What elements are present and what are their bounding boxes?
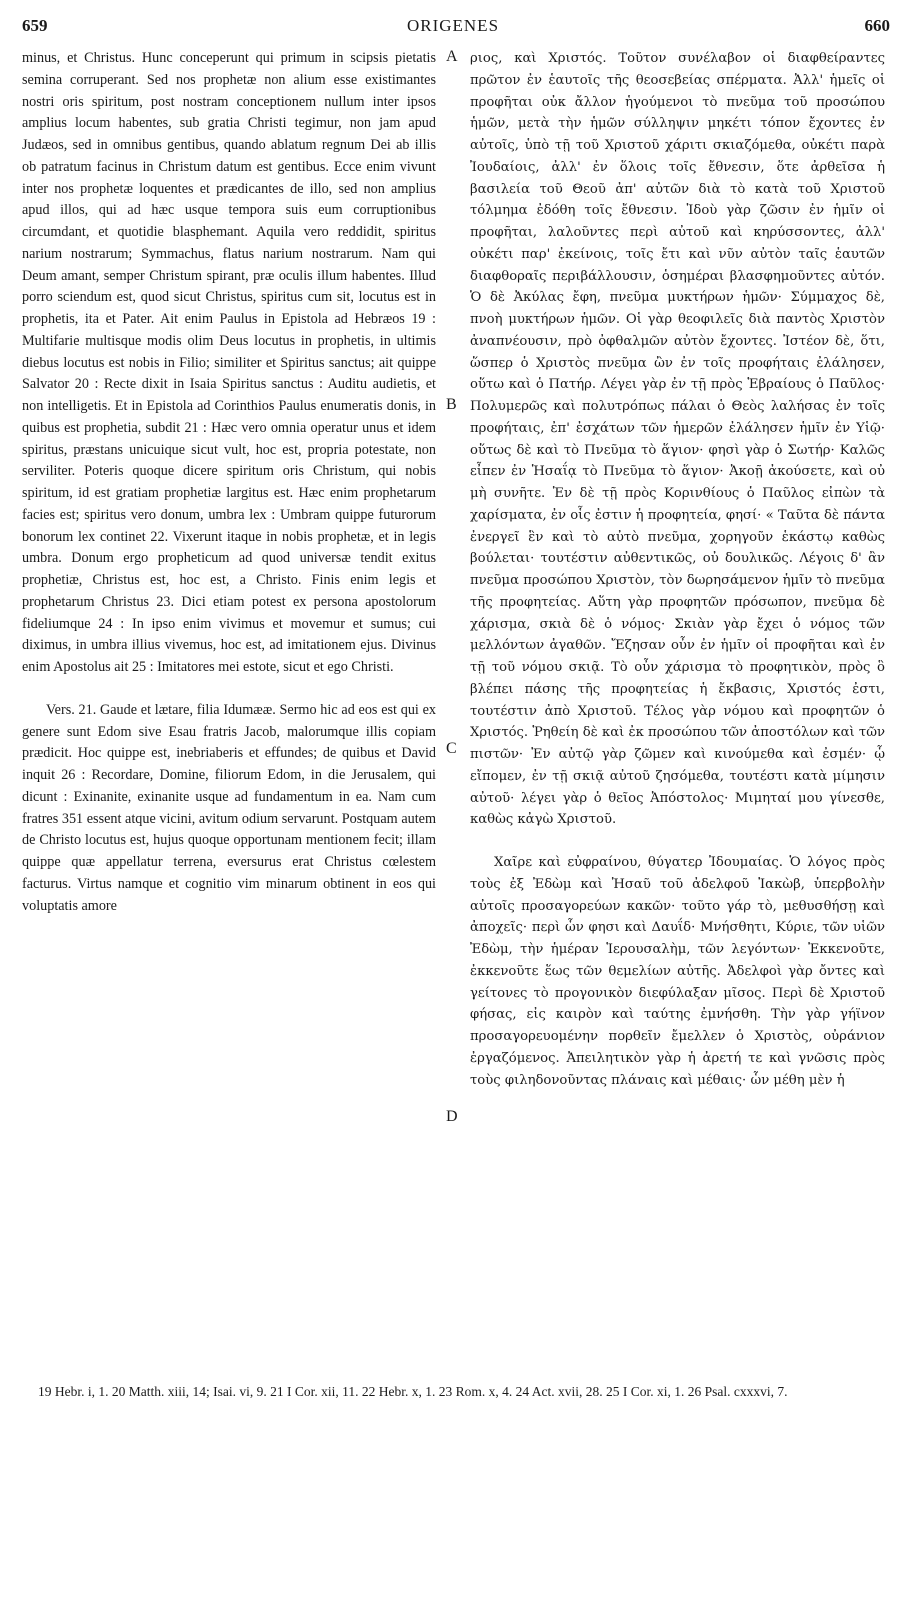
latin-paragraph-2: Vers. 21. Gaude et lætare, filia Idumææ. Sermo hic ad eos est qui ex genere sunt Edom sive Esau fratris Jacob, malorumque illis copiam prædicit. Hoc quippe est, inebriaberis et effundes; de quibus et David inquit 26 : Recordare, Domine, filiorum Edom, in die Jerusalem, qui dicunt : Exinanite, exinanite usque ad fundamentum in ea. Nam cum fratres 351 essent atque vicini, avitum odium servarunt. Postquam autem de Christo locutus est, hujus quoque opportunam mentionem fecit; illam quippe quæ appellatur terrena, eversurus erat Christus cœlestem facturus. Virtus namque et cognitio vim minarum obtinent in eos qui voluptatis amore xyxy=(22,701,436,914)
greek-paragraph-2: Χαῖρε καὶ εὐφραίνου, θύγατερ Ἰδουμαίας. Ὁ λόγος πρὸς τοὺς ἐξ Ἐδὼμ καὶ Ἠσαῦ τοῦ ἀδελφοῦ Ἰακὼβ, ὑπερβολὴν αὐτοῖς προσαγορεύων κακῶν· τοῦτο γάρ τὸ, μεθυσθήσῃ καὶ ἀποχεῖς· περὶ ὧν φησι καὶ Δαυΐδ· Μνήσθητι, Κύριε, τῶν υἱῶν Ἐδὼμ, τὴν ἡμέραν Ἱερουσαλὴμ, τῶν λεγόντων· Ἐκκενοῦτε, ἐκκενοῦτε ἕως τῶν θεμελίων αὐτῆς. Ἀδελφοὶ γὰρ ὄντες καὶ γείτονες τὸ προγονικὸν διεφύλαξαν μῖσος. Περὶ δὲ Χριστοῦ φήσας, εἰς καιρὸν καὶ ταύτης ἐμνήσθη. Τὴν γὰρ γήϊνον προσαγορευομένην πορθεῖν ἔμελλεν ὁ Χριστὸς, οὐράνιον ἐργαζόμενος. Ἀπειλητικὸν γὰρ ἡ ἀρετή τε καὶ γνῶσις πρὸς τοὺς φιληδονοῦντας πλάναις καὶ μέθαις· ὧν μέθη μὲν ἡ xyxy=(470,855,885,1088)
latin-column xyxy=(22,48,436,917)
page-number-left: 659 xyxy=(22,16,48,35)
running-title: ORIGENES xyxy=(406,16,500,35)
margin-letter-c: C xyxy=(446,740,457,757)
latin-paragraph-1: minus, et Christus. Hunc conceperunt qui primum in scipsis pietatis semina corruperant. Sed nos prophetæ non alium esse existimantes nostri oris spiritum, post nostram conceptionem nullum inter ipsos amplius locum habentes, sub gratia Christi tegimur, non jam apud Judæos, sed in omnibus gentibus, quando ablatum regnum Dei ab illis ob patratum facinus in Christum datum est gentibus. Ecce enim vivunt inter nos prophetæ loquentes et prædicantes de illo, sed non amplius apud illos, qui ad hæc usque tempora suis eum corruptionibus circumdant, et quotidie blasphemant. Aquila vero reddidit, spiritus narium nostrarum; Symmachus, flatus narium nostrarum. Nam qui Deum amant, semper Christum spirant, præ oculis illum habentes. Illud porro sciendum est, quod sicut Christus, spiritus cum sit, locutus est in prophetis, ita et Pater. Ait enim Paulus in Epistola ad Hebræos 19 : Multifarie multisque modis olim Deus locutus in prophetis, in ultimis diebus locutus est nobis in Filio; similiter et Spiritus sanctus; ait quippe Salvator 20 : Recte dixit in Isaia Spiritus sanctus : Auditu audietis, et non intelligetis. Et in Epistola ad Corinthios Paulus enumeratis donis, in quibus est prophetia, subdit 21 : Hæc vero omnia operatur unus et idem spiritus, præstans unicuique sicut vult, hoc est, propria potestate, non serviliter. Poteris quoque dicere spiritum oris Christum, qui nobis spiritum, id est gratiam prophetiæ largitus est. Hæc enim prophetarum facies est; spiritus vero donum, umbra lex : Umbram quippe futurorum bonorum lex continet 22. Vixerunt itaque in nobis prophetæ, et in legis umbra. Donum ergo propheticum ad quod universæ tendit exitus prophetiæ, Christus est, hoc est, a Christo. Finis enim legis et prophetarum Christus 23. Dici etiam potest ex persona apostolorum fideliumque 24 : In ipso enim vivimus et movemur et sumus; cui diximus, in umbra illius vivemus, hoc est, ad imitationem ejus. Divinus enim Apostolus ait 25 : Imitatores mei estote, sicut et ego Christi. xyxy=(22,50,436,675)
margin-letter-a: A xyxy=(446,48,458,65)
running-header xyxy=(0,16,906,40)
margin-letter-d: D xyxy=(446,1108,458,1125)
page-number-right: 660 xyxy=(864,16,890,35)
footnotes: 19 Hebr. i, 1. 20 Matth. xiii, 14; Isai. vi, 9. 21 I Cor. xii, 11. 22 Hebr. x, 1. 23 Rom. x, 4. 24 Act. xvii, 28. 25 I Cor. xi, 1. 26 Psal. cxxxvi, 7. xyxy=(38,1384,788,1399)
greek-column xyxy=(470,48,885,1091)
margin-letter-b: B xyxy=(446,396,457,413)
greek-paragraph-1: ριος, καὶ Χριστός. Τοῦτον συνέλαβον οἱ διαφθείραντες πρῶτον ἐν ἑαυτοῖς τῆς θεοσεβείας σπέρματα. Ἀλλ' ἡμεῖς οἱ προφῆται οὐκ ἄλλον ἡγούμενοι τὸ πνεῦμα τοῦ προσώπου ἡμῶν, μετὰ τὴν ἡμῶν σύλληψιν μηκέτι τόπον ἔχοντες ἐν αὐτοῖς, ὑπὸ τῇ τοῦ Χριστοῦ χάριτι σκιαζόμεθα, οὐκέτι παρὰ Ἰουδαίοις, ἀλλ' ἐν ὅλοις τοῖς ἔθνεσιν, ὅτε ἀρθεῖσα ἡ βασιλεία τοῦ Θεοῦ ἀπ' αὐτῶν διὰ τὸ κατὰ τοῦ Χριστοῦ τόλμημα ἐδόθη τοῖς ἔθνεσιν. Ἰδοὺ γὰρ ζῶσιν ἐν ἡμῖν οἱ προφῆται, λαλοῦντες περὶ αὐτοῦ καὶ κηρύσσοντες, ἀλλ' οὐκέτι παρ' ἐκείνοις, τοῖς ἔτι καὶ νῦν αὐτὸν ταῖς ἑαυτῶν διαφθοραῖς περιβάλλουσιν, ὁσημέραι βλασφημοῦντες αὐτόν. Ὁ δὲ Ἀκύλας ἔφη, πνεῦμα μυκτήρων ἡμῶν· Σύμμαχος δὲ, πνοὴ μυκτήρων ἡμῶν. Οἱ γὰρ θεοφιλεῖς διὰ παντὸς Χριστὸν ἀναπνέουσιν, πρὸ ὀφθαλμῶν αὐτὸν ἔχοντες. Ἰστέον δὲ, ὅτι, ὥσπερ ὁ Χριστὸς πνεῦμα ὢν ἐν τοῖς προφήταις ἐλάλησεν, οὕτω καὶ ὁ Πατήρ. Λέγει γὰρ ἐν τῇ πρὸς Ἑβραίους ὁ Παῦλος· Πολυμερῶς καὶ πολυτρόπως πάλαι ὁ Θεὸς λαλήσας ἐν τοῖς προφήταις, ἐπ' ἐσχάτων τῶν ἡμερῶν ἐλάλησεν ἡμῖν ἐν Υἱῷ· οὕτως δὲ καὶ τὸ Πνεῦμα τὸ ἅγιον· φησὶ γὰρ ὁ Σωτήρ· Καλῶς εἶπεν ἐν Ἡσαΐᾳ τὸ Πνεῦμα τὸ ἅγιον· Ἀκοῇ ἀκούσετε, καὶ οὐ μὴ συνῆτε. Ἐν δὲ τῇ πρὸς Κορινθίους ὁ Παῦλος εἰπὼν τὰ χαρίσματα, ἐν οἷς ἐστιν ἡ προφητεία, φησί· « Ταῦτα δὲ πάντα ἐνεργεῖ ἓν καὶ τὸ αὐτὸ πνεῦμα, χορηγοῦν ἑκάστῳ καθὼς βούλεται· τουτέστιν αὐθεντικῶς, οὐ δουλικῶς. Λέγοις δ' ἂν πνεῦμα προσώπου Χριστὸν, τὸν δωρησάμενον ἡμῖν τὸ πνεῦμα τῆς προφητείας. Αὕτη γὰρ προφητῶν πρόσωπον, πνεῦμα δὲ χάρισμα, σκιὰ δὲ ὁ νόμος· Σκιὰν γὰρ ἔχει ὁ νόμος τῶν μελλόντων ἀγαθῶν. Ἔζησαν οὖν ἐν ἡμῖν οἱ προφῆται καὶ ἐν τῇ τοῦ νόμου σκιᾷ. Τὸ οὖν χάρισμα τὸ προφητικὸν, πρὸς ὃ βλέπει πάσης τῆς προφητείας ἡ ἔκβασις, Χριστός ἐστι, τουτέστιν ἀπὸ Χριστοῦ. Τέλος γὰρ νόμου καὶ προφητῶν ὁ Χριστός. Ῥηθείη δὲ καὶ ἐκ προσώπου τῶν ἀποστόλων καὶ τῶν πιστῶν· Ἐν αὐτῷ γὰρ ζῶμεν καὶ κινούμεθα καὶ ἐσμέν· ᾧ εἴπομεν, ἐν τῇ σκιᾷ αὐτοῦ ζησόμεθα, τουτέστι κατὰ μίμησιν αὐτοῦ· λέγει γὰρ ὁ θεῖος Ἀπόστολος· Μιμηταί μου γίνεσθε, καθὼς κἀγὼ Χριστοῦ. xyxy=(470,51,885,828)
margin-letters xyxy=(446,48,466,1208)
